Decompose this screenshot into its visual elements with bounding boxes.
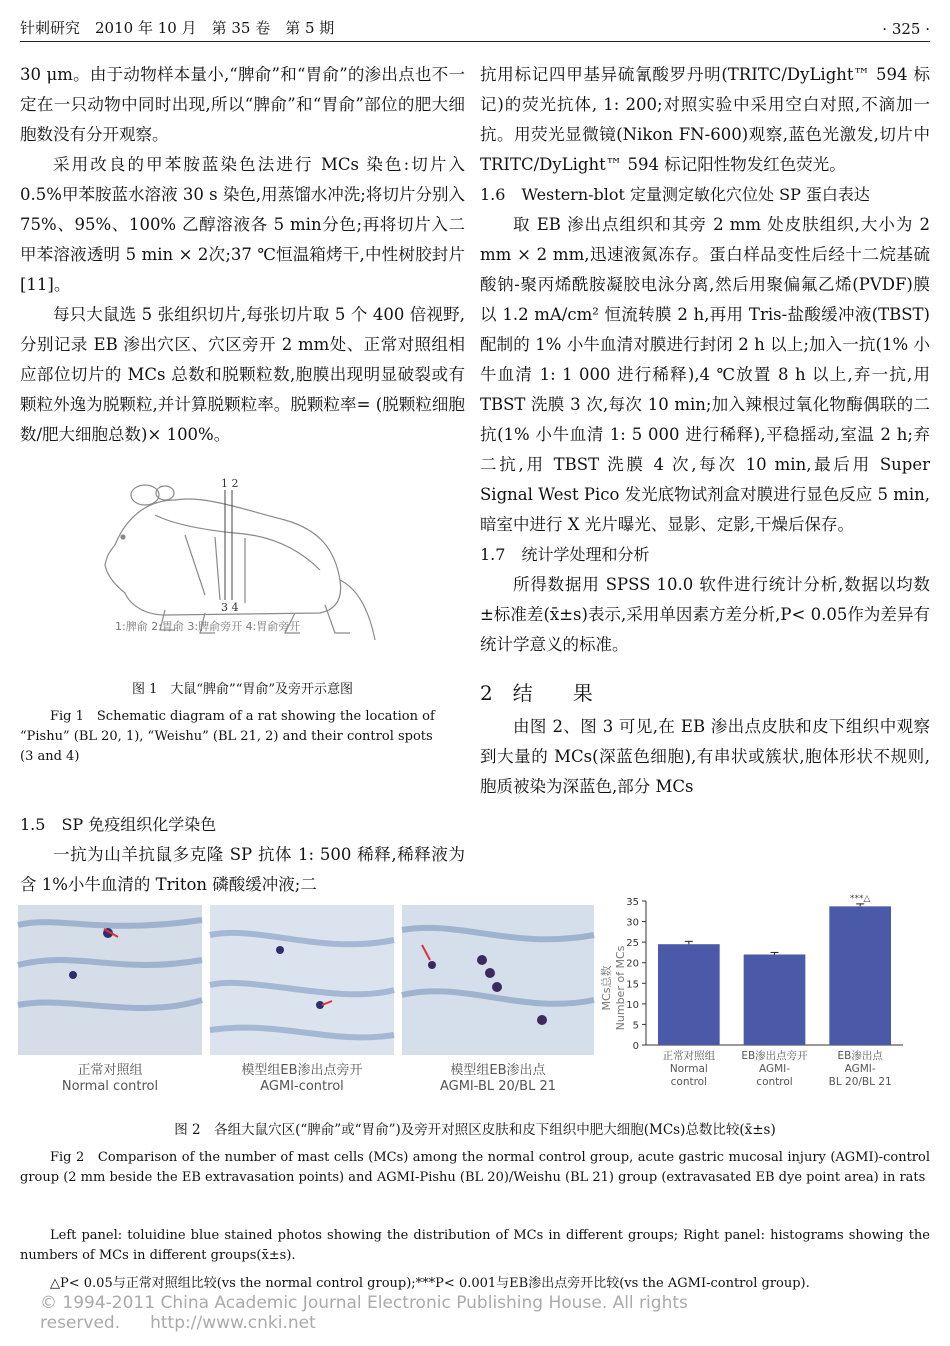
y-tick-label: 30 xyxy=(626,917,639,929)
bar xyxy=(658,944,720,1045)
x-tick-label: control xyxy=(670,1076,708,1088)
fig2-significance-note: △P< 0.05与正常对照组比较(vs the normal control group);***P< 0.001与EB渗出点旁开比较(vs the AGMI-control group). xyxy=(50,1276,810,1291)
x-tick-label: AGMI- xyxy=(758,1063,791,1075)
y-tick-label: 25 xyxy=(626,938,639,950)
paragraph: 一抗为山羊抗鼠多克隆 SP 抗体 1: 500 稀释,稀释液为含 1%小牛血清的 Triton 磷酸缓冲液;二 xyxy=(20,845,465,894)
y-tick-label: 5 xyxy=(632,1020,639,1032)
photo-label-normal: 正常对照组 Normal control xyxy=(61,1063,159,1094)
left-column xyxy=(20,60,465,450)
paragraph: 30 μm。由于动物样本量小,“脾俞”和“胃俞”的渗出点也不一定在一只动物中同时出现,所以“脾俞”和“胃俞”部位的肥大细胞数没有分开观察。 xyxy=(20,65,465,144)
x-tick-label: EB渗出点 xyxy=(837,1050,883,1062)
photo-label-agmi-control: 模型组EB渗出点旁开 AGMI-control xyxy=(241,1063,363,1094)
chart-bars xyxy=(658,894,892,1088)
paragraph: 取 EB 渗出点组织和其旁 2 mm 处皮肤组织,大小为 2 mm × 2 mm,迅速液氮冻存。蛋白样品变性后经十二烷基硫酸钠-聚丙烯酰胺凝胶电泳分离,然后用聚偏氟乙烯(PVDF)膜以 1.2 mA/cm² 恒流转膜 2 h,再用 Tris-盐酸缓冲液(TBST)配制的 1% 小牛血清对膜进行封闭 2 h 以上;加入一抗(1% 小牛血清 1: 1 000 进行稀释),4 ℃放置 8 h 以上,弃一抗,用 TBST 洗膜 3 次,每次 10 min;加入辣根过氧化物酶偶联的二抗(1% 小牛血清 1: 5 000 进行稀释),平稳摇动,室温 2 h;弃二抗,用 TBST 洗膜 4 次,每次 10 min,最后用 Super Signal West Pico 发光底物试剂盒对膜进行显色反应 5 min,暗室中进行 X 光片曝光、显影、定影,干燥后保存。 xyxy=(480,215,930,534)
x-tick-label: Normal xyxy=(669,1063,708,1075)
bar xyxy=(829,906,891,1045)
section-title: 1.7 统计学处理和分析 xyxy=(480,545,650,564)
mc-count-bar-chart xyxy=(598,893,910,1105)
x-tick-label: control xyxy=(756,1076,793,1088)
fig1-bottom-labels: 3 4 xyxy=(221,601,239,614)
fig1-caption-en: Fig 1 Schematic diagram of a rat showing the location of “Pishu” (BL 20, 1), “Weishu” (BL 21, 2) and their control spots (3 and 4) xyxy=(20,709,435,764)
toluidine-photo-normal xyxy=(18,905,202,1055)
fig1-top-labels: 1 2 xyxy=(221,477,239,490)
fig1-legend: 1:脾俞 2:胃俞 3:脾俞旁开 4:胃俞旁开 xyxy=(115,620,301,633)
fig1-caption-zh: 图 1 大鼠“脾俞”“胃俞”及旁开示意图 xyxy=(132,682,353,697)
journal-info: 针刺研究 2010 年 10 月 第 35 卷 第 5 期 xyxy=(20,19,335,37)
y-axis-label-zh: MCs总数 xyxy=(600,965,613,1011)
x-tick-label: 正常对照组 xyxy=(662,1050,716,1062)
y-tick-label: 0 xyxy=(632,1041,639,1052)
paragraph: 采用改良的甲苯胺蓝染色法进行 MCs 染色:切片入 0.5%甲苯胺蓝水溶液 30 s 染色,用蒸馏水冲洗;将切片分别入 75%、95%、100% 乙醇溶液各 5 min分色;再将切片入二甲苯溶液透明 5 min × 2次;37 ℃恒温箱烤干,中性树胶封片[11]。 xyxy=(20,155,465,294)
y-tick-label: 35 xyxy=(626,897,639,908)
significance-label: ***△ xyxy=(849,893,871,904)
fig2-caption-en: Fig 2 Comparison of the number of mast cells (MCs) among the normal control group, acute gastric mucosal injury (AGMI)-control group (2 mm beside the EB extravasation points) and AGMI-Pishu (BL 20)/Weishu (BL 21) group (extravasated EB dye point area) in rats xyxy=(20,1150,930,1185)
rat-schematic-figure xyxy=(95,475,385,645)
paragraph: 每只大鼠选 5 张组织切片,每张切片取 5 个 400 倍视野,分别记录 EB 渗出穴区、穴区旁开 2 mm处、正常对照组相应部位切片的 MCs 总数和脱颗粒数,胞膜出现明显破裂或有颗粒外逸为脱颗粒,并计算脱颗粒率。脱颗粒率= (脱颗粒细胞数/肥大细胞总数)× 100%。 xyxy=(20,305,465,444)
section-1-5 xyxy=(20,810,465,894)
paragraph: 抗用标记四甲基异硫氰酸罗丹明(TRITC/DyLight™ 594 标记)的荧光抗体, 1: 200;对照实验中采用空白对照,不滴加一抗。用荧光显微镜(Nikon FN-600)观察,蓝色光激发,切片中 TRITC/DyLight™ 594 标记阳性物发红色荧光。 xyxy=(480,65,930,174)
paragraph: 由图 2、图 3 可见,在 EB 渗出点皮肤和皮下组织中观察到大量的 MCs(深蓝色细胞),有串状或簇状,胞体形状不规则,胞质被染为深蓝色,部分 MCs xyxy=(480,717,930,796)
y-tick-label: 15 xyxy=(626,979,639,991)
x-tick-label: AGMI- xyxy=(844,1063,876,1075)
y-tick-label: 20 xyxy=(626,958,639,970)
x-tick-label: BL 20/BL 21 xyxy=(828,1076,892,1088)
paragraph: 所得数据用 SPSS 10.0 软件进行统计分析,数据以均数±标准差(x̄±s)表示,采用单因素方差分析,P< 0.05作为差异有统计学意义的标准。 xyxy=(480,575,930,654)
copyright-footer: © 1994-2011 China Academic Journal Electronic Publishing House. All rights reserved. http://www.cnki.net xyxy=(40,1293,688,1333)
fig2-caption-zh: 图 2 各组大鼠穴区(“脾俞”或“胃俞”)及旁开对照区皮肤和皮下组织中肥大细胞(MCs)总数比较(x̄±s) xyxy=(174,1122,776,1138)
page-header xyxy=(20,12,930,42)
photo-label-agmi-bl: 模型组EB渗出点 AGMI-BL 20/BL 21 xyxy=(439,1063,557,1094)
fig2-panel-note: Left panel: toluidine blue stained photos showing the distribution of MCs in different groups; Right panel: histograms showing the numbers of MCs in different groups(x̄±s). xyxy=(20,1228,930,1263)
y-tick-label: 10 xyxy=(626,999,639,1011)
section-title: 1.6 Western-blot 定量测定敏化穴位处 SP 蛋白表达 xyxy=(480,185,870,204)
right-column xyxy=(480,60,930,802)
section-title: 1.5 SP 免疫组织化学染色 xyxy=(20,815,217,834)
section-title: 2 结 果 xyxy=(480,681,593,705)
x-tick-label: EB渗出点旁开 xyxy=(741,1050,808,1062)
toluidine-photo-agmi-bl20-bl21 xyxy=(402,905,594,1055)
toluidine-photo-agmi-control xyxy=(210,905,394,1055)
bar xyxy=(744,954,806,1045)
y-axis-label-en: Number of MCs xyxy=(614,945,627,1031)
page-number: · 325 · xyxy=(882,20,930,38)
